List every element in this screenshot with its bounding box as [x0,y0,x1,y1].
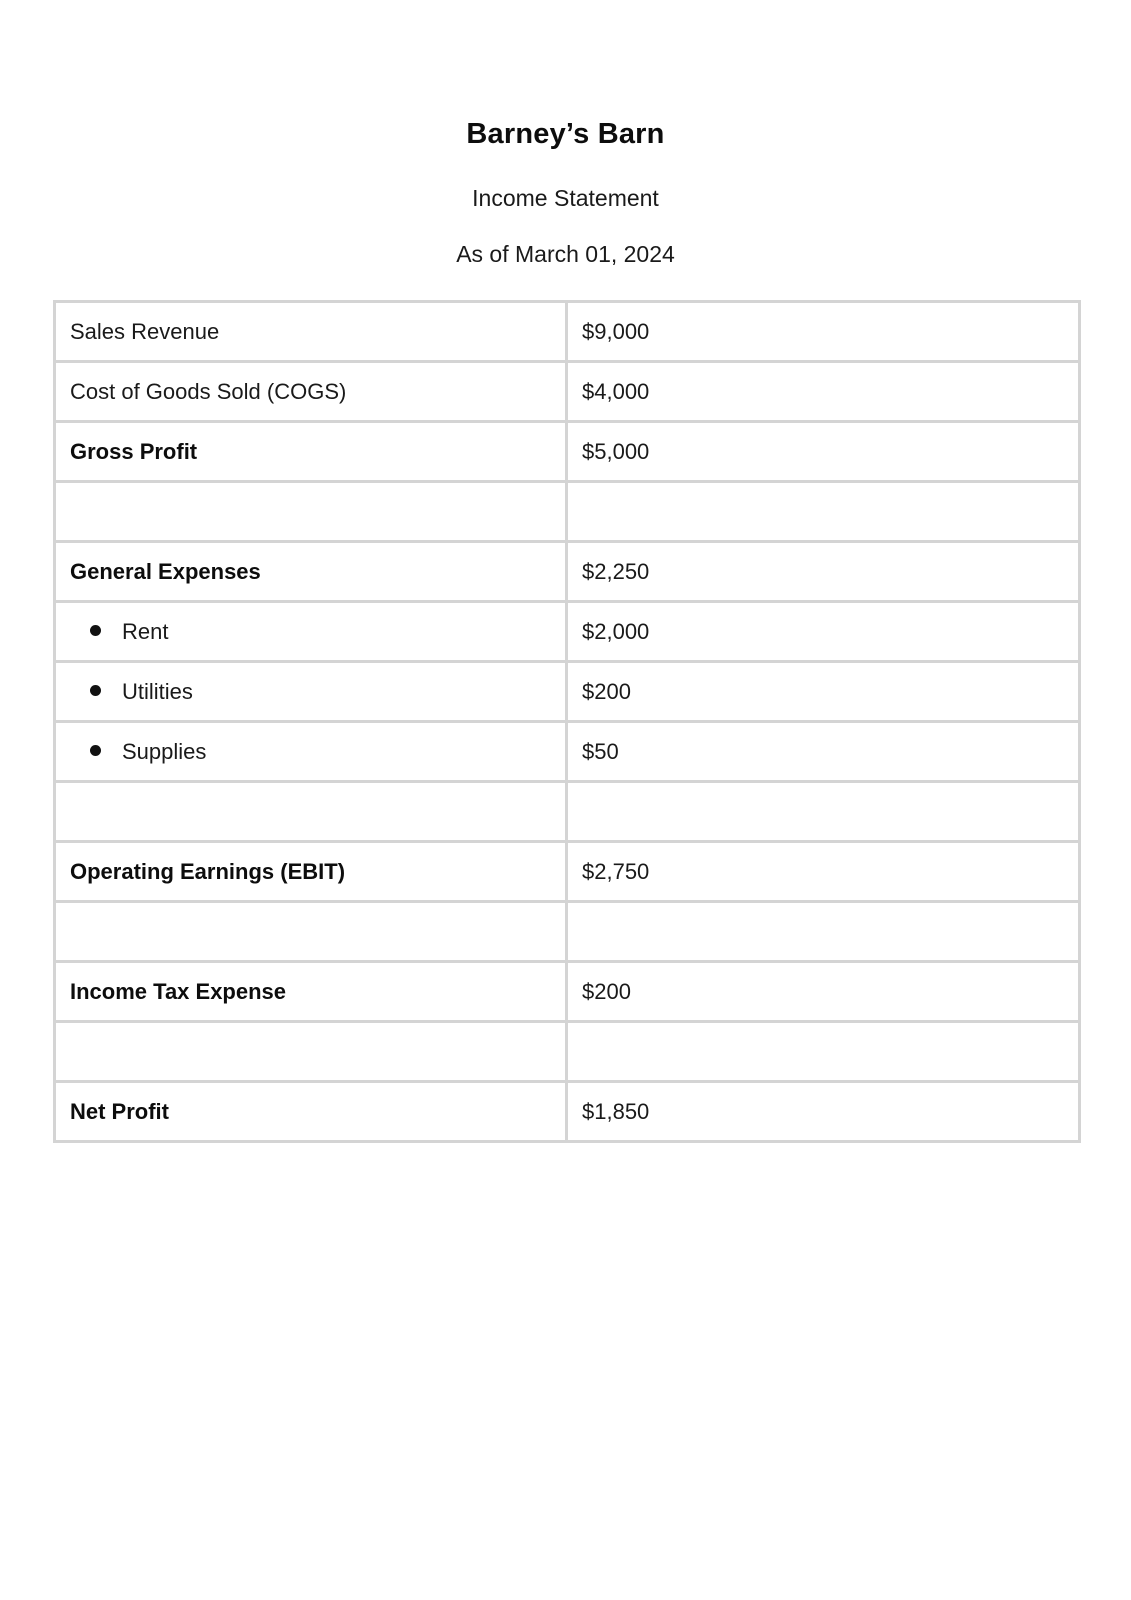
table-row-cogs [55,362,1080,422]
row-label [55,782,567,842]
table-row-gross-profit [55,422,1080,482]
row-label: Net Profit [55,1082,567,1142]
row-label: Supplies [122,738,207,764]
row-label: Income Tax Expense [55,962,567,1022]
row-label: Rent [122,618,169,644]
table-row-sales-revenue [55,302,1080,362]
table-row-utilities [55,662,1080,722]
row-value: $2,250 [567,542,1080,602]
row-value: $1,850 [567,1082,1080,1142]
row-value: $9,000 [567,302,1080,362]
table-row-spacer [55,902,1080,962]
bullet-icon [90,745,101,756]
table-row-general-expenses [55,542,1080,602]
row-label-cell [55,722,567,782]
statement-title: Income Statement [472,185,659,211]
row-label [55,1022,567,1082]
row-value [567,1022,1080,1082]
bullet-icon [90,625,101,636]
row-label-cell [55,662,567,722]
row-label: Cost of Goods Sold (COGS) [55,362,567,422]
row-value [567,482,1080,542]
row-value [567,902,1080,962]
row-value: $200 [567,962,1080,1022]
row-label: General Expenses [55,542,567,602]
row-label: Gross Profit [55,422,567,482]
row-value: $50 [567,722,1080,782]
row-value [567,782,1080,842]
bullet-icon [90,685,101,696]
row-label [55,902,567,962]
row-label: Utilities [122,678,193,704]
table-row-supplies [55,722,1080,782]
row-label [55,482,567,542]
company-name: Barney’s Barn [466,118,665,150]
table-row-net-profit [55,1082,1080,1142]
row-value: $2,000 [567,602,1080,662]
table-row-operating-earnings [55,842,1080,902]
table-row-spacer [55,1022,1080,1082]
statement-date: As of March 01, 2024 [456,241,675,267]
row-label: Sales Revenue [55,302,567,362]
row-label-cell [55,602,567,662]
table-row-spacer [55,482,1080,542]
table-row-income-tax-expense [55,962,1080,1022]
table-row-rent [55,602,1080,662]
row-value: $4,000 [567,362,1080,422]
income-statement-table [53,300,1081,1143]
row-value: $5,000 [567,422,1080,482]
row-value: $2,750 [567,842,1080,902]
row-value: $200 [567,662,1080,722]
row-label: Operating Earnings (EBIT) [55,842,567,902]
table-row-spacer [55,782,1080,842]
